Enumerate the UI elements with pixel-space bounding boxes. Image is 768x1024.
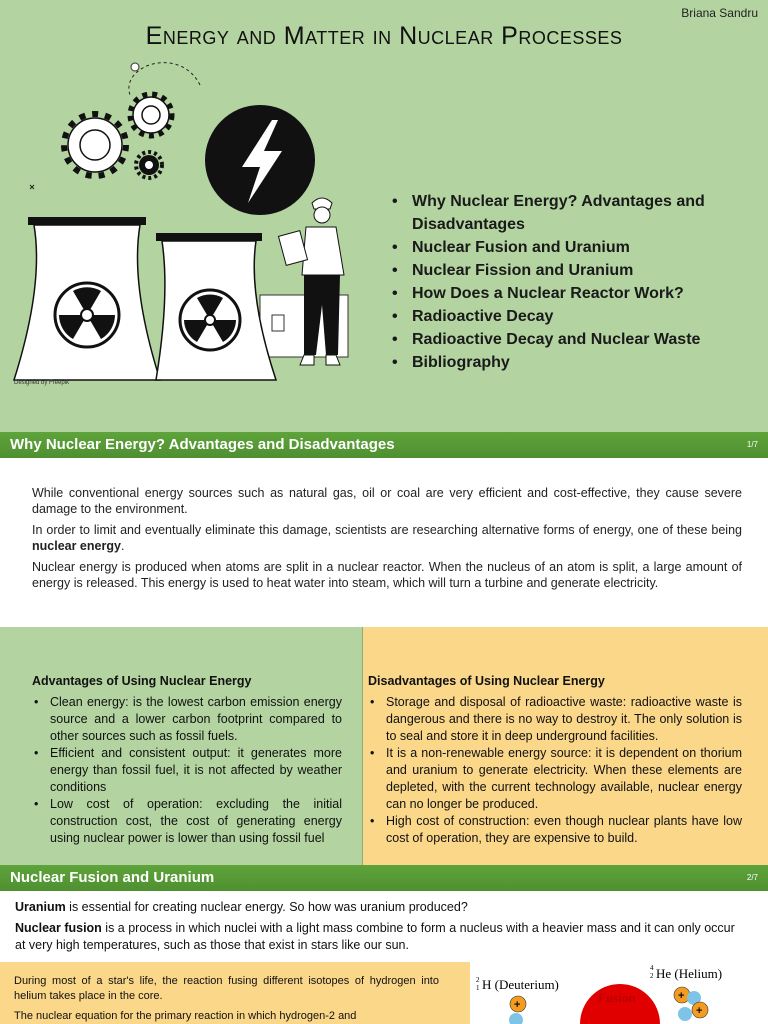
toc-item[interactable]: • Bibliography (390, 351, 750, 374)
page-number: 1/7 (746, 440, 758, 449)
helium-mass: 4 (650, 964, 654, 972)
radiation-icon (55, 283, 119, 347)
table-of-contents (390, 190, 750, 374)
advantages-panel (0, 627, 363, 865)
image-credit: Designed by Freepik (14, 380, 70, 386)
advantages-title: Advantages of Using Nuclear Energy (32, 674, 252, 688)
fusion-label: Fusion (598, 990, 636, 1005)
radiation-icon (180, 290, 240, 350)
deuterium-number: 1 (476, 984, 480, 992)
helium-label: He (Helium) (656, 966, 723, 981)
list-item: • Storage and disposal of radioactive waste: radioactive waste is dangerous and there is no way to destroy it. The only solution is to seal and store it in deep underground facilities. (368, 694, 742, 745)
list-item: • High cost of construction: even though nuclear plants have low cost of operation, they are expensive to build. (368, 813, 742, 847)
gear-icon-medium (130, 94, 172, 136)
intro-text (32, 485, 742, 596)
svg-text:+: + (514, 999, 521, 1011)
helium-number: 2 (650, 972, 654, 980)
toc-item[interactable]: • How Does a Nuclear Reactor Work? (390, 282, 750, 305)
deuterium-mass: 2 (476, 976, 480, 984)
deuterium-label: H (Deuterium) (482, 977, 559, 992)
page-number: 2/7 (746, 873, 758, 882)
toc-item[interactable]: • Radioactive Decay (390, 305, 750, 328)
list-item: • Low cost of operation: excluding the initial construction cost, the cost of generating energy using nuclear power is lower than using fossil fuel (32, 796, 342, 847)
star-fusion-box (0, 962, 470, 1024)
nuclear-plant-illustration (10, 55, 370, 385)
list-item: • Efficient and consistent output: it generates more energy than fossil fuel, it is not affected by weather conditions (32, 745, 342, 796)
author-name: Briana Sandru (681, 6, 758, 20)
paragraph: Nuclear fusion is a process in which nuclei with a light mass combine to form a nucleus with a heavier mass and it can only occur at very high temperatures, such as those that exist in stars like our sun. (15, 921, 735, 952)
paragraph: During most of a star's life, the reaction fusing different isotopes of hydrogen into helium takes place in the core. (14, 975, 439, 1002)
fusion-text (15, 899, 735, 958)
section-header-1 (0, 432, 768, 458)
paragraph: The nuclear equation for the primary reaction in which hydrogen-2 and (14, 1010, 357, 1022)
gear-icon-large (68, 118, 122, 172)
title-hero (0, 0, 768, 432)
paragraph: Nuclear energy is produced when atoms are split in a nuclear reactor. When the nucleus of an atom is split, a large amount of energy is released. This energy is used to heat water into steam, which will turn a turbine and generate electricity. (32, 560, 742, 590)
toc-item[interactable]: • Why Nuclear Energy? Advantages and Disadvantages (390, 190, 750, 236)
page-title: Energy and Matter in Nuclear Processes (145, 22, 623, 50)
paragraph: Uranium is essential for creating nuclear energy. So how was uranium produced? (15, 900, 468, 914)
paragraph: While conventional energy sources such as natural gas, oil or coal are very efficient and cost-effective, they cause severe damage to the environment. (32, 486, 742, 516)
paragraph: In order to limit and eventually eliminate this damage, scientists are researching alternative forms of energy, one of these being nuclear energy. (32, 523, 742, 553)
lightning-icon (205, 105, 315, 215)
toc-item[interactable]: • Radioactive Decay and Nuclear Waste (390, 328, 750, 351)
toc-item[interactable]: • Nuclear Fusion and Uranium (390, 236, 750, 259)
section-title: Why Nuclear Energy? Advantages and Disadvantages (10, 436, 395, 453)
svg-text:+: + (696, 1005, 703, 1017)
section-header-2 (0, 865, 768, 891)
list-item: • Clean energy: is the lowest carbon emission energy source and a lower carbon footprint compared to other sources such as fossil fuels. (32, 694, 342, 745)
list-item: • It is a non-renewable energy source: it is dependent on thorium and uranium to generate electricity. When these elements are depleted, with the current technology available, nuclear energy can no longer be produced. (368, 745, 742, 813)
svg-text:+: + (678, 990, 685, 1002)
disadvantages-panel (363, 627, 768, 865)
section-title: Nuclear Fusion and Uranium (10, 869, 215, 886)
bold-term: nuclear energy (32, 539, 121, 553)
toc-item[interactable]: • Nuclear Fission and Uranium (390, 259, 750, 282)
fusion-diagram (470, 962, 768, 1024)
disadvantages-title: Disadvantages of Using Nuclear Energy (368, 674, 605, 688)
gear-icon-small (136, 152, 162, 178)
